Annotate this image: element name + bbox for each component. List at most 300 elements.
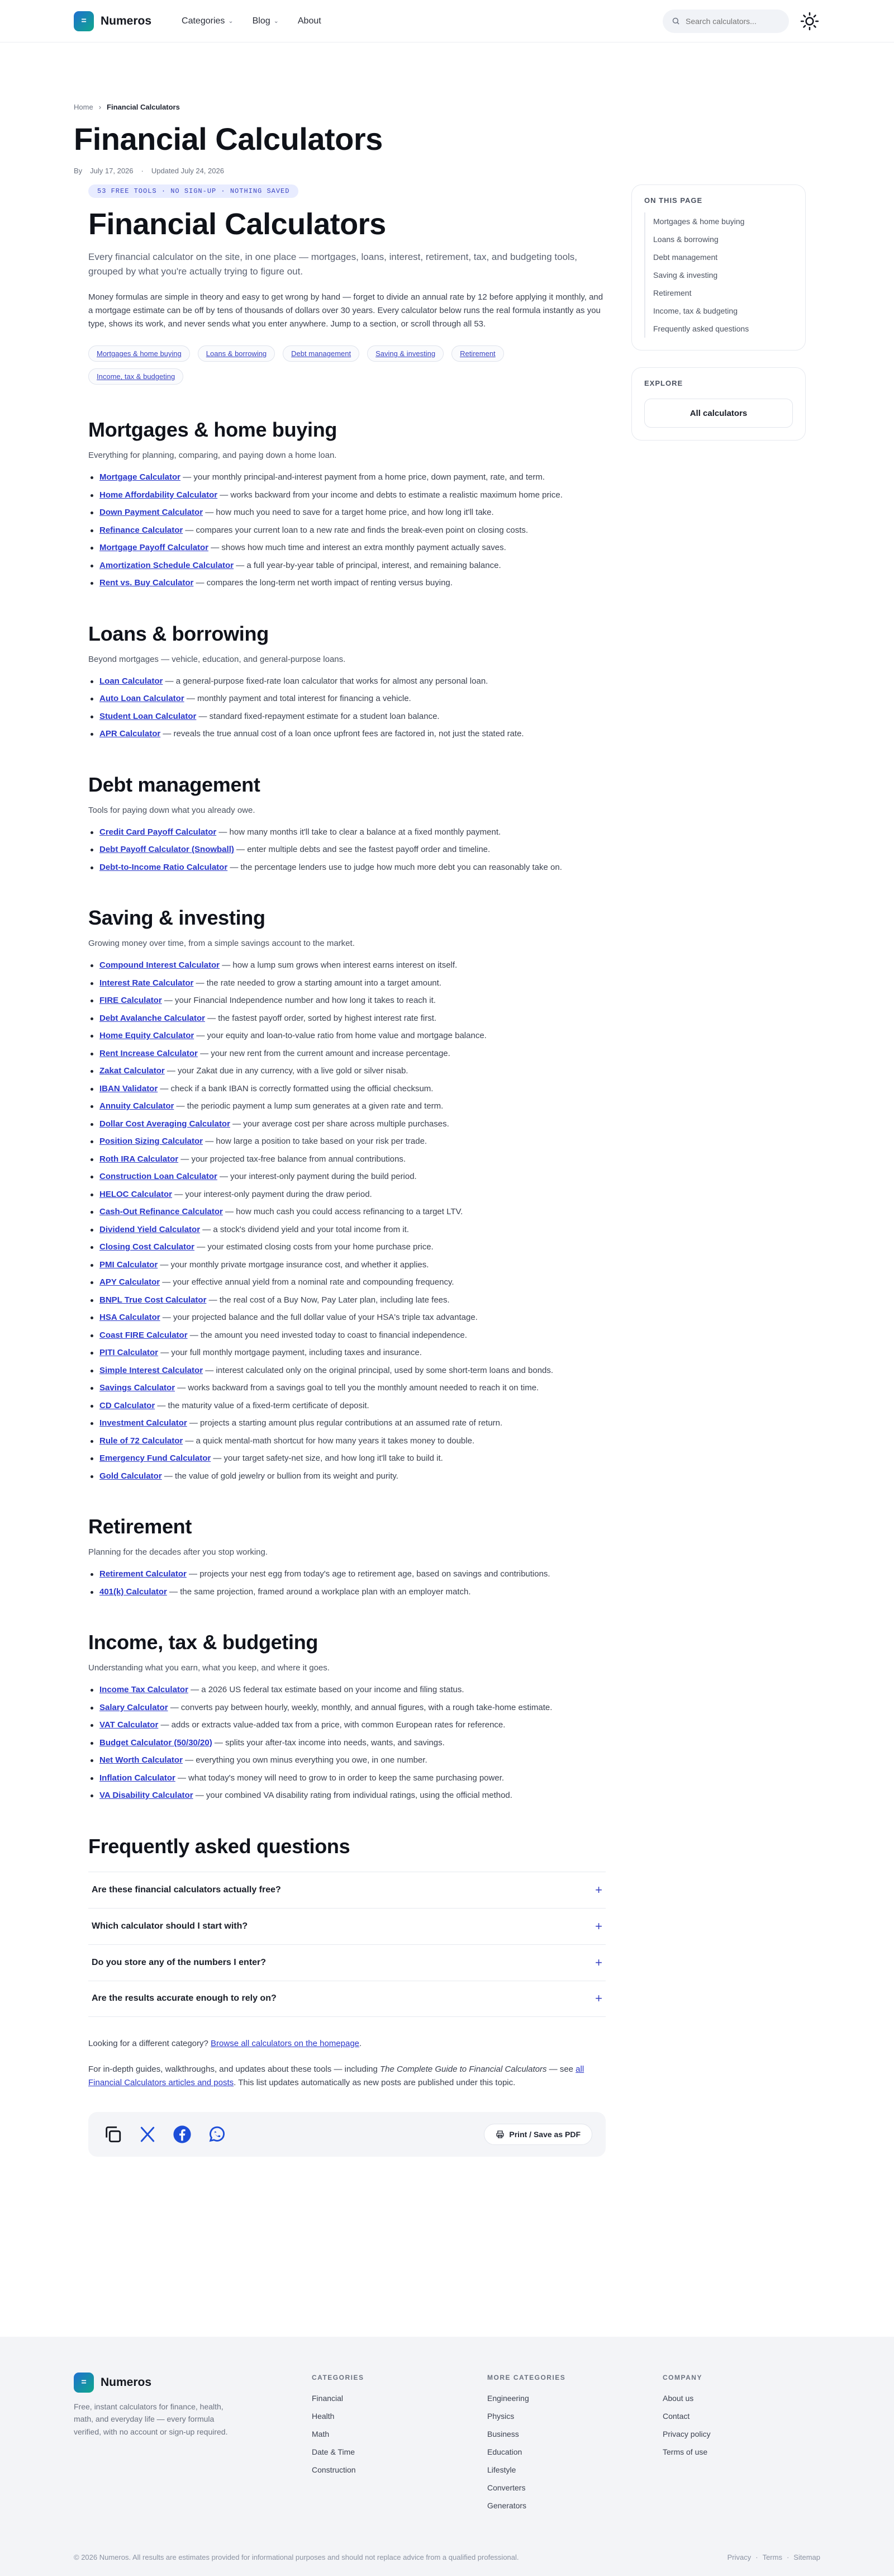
section-description: Tools for paying down what you already owe. [88,805,255,815]
closing-text: Looking for a different category? [88,2038,211,2048]
toc-item-faq[interactable]: Frequently asked questions [653,324,749,333]
calculator-link[interactable]: Closing Cost Calculator [99,1242,195,1252]
list-item [88,1452,606,1465]
calculator-description: — the same projection, framed around a workplace plan with an employer match. [167,1587,471,1597]
calculator-link[interactable]: Debt Avalanche Calculator [99,1013,205,1023]
chip-loans[interactable]: Loans & borrowing [198,345,275,362]
calculator-link[interactable]: Coast FIRE Calculator [99,1330,188,1340]
calculator-description: — check if a bank IBAN is correctly formatted using the official checksum. [158,1083,434,1093]
list-item [88,1224,606,1237]
calculator-description: — how many months it'll take to clear a balance at a fixed monthly payment. [216,827,501,837]
faq-title: Frequently asked questions [88,1834,350,1858]
copy-link-button[interactable] [102,2123,124,2146]
list-item [88,1083,606,1096]
search-input[interactable] [686,17,775,26]
footer-bottom [74,2553,820,2561]
calculator-link[interactable]: HSA Calculator [99,1313,160,1323]
list-item [88,826,606,839]
footer-column-title: CATEGORIES [312,2374,364,2381]
breadcrumb [74,103,180,111]
calculator-link[interactable]: Debt Payoff Calculator (Snowball) [99,845,234,855]
calculator-link[interactable]: Cash-Out Refinance Calculator [99,1207,223,1217]
toc-card [631,184,806,351]
tools-badge: 53 FREE TOOLS · NO SIGN-UP · NOTHING SAVED [88,184,298,198]
calculator-description: — the value of gold jewelry or bullion from its weight and purity. [161,1471,398,1481]
intro-lede: Every financial calculator on the site, in one place — mortgages, loans, interest, retirement, tax, and budgeting tools, grouped by what you're actually trying to figure out. [88,252,578,277]
calculator-description: — how a lump sum grows when interest earns interest on itself. [220,960,458,970]
calculator-description: — how much cash you could access refinancing to a target LTV. [222,1207,463,1217]
calculator-description: — the real cost of a Buy Now, Pay Later plan, including late fees. [206,1295,450,1305]
calculator-link[interactable]: Salary Calculator [99,1702,168,1712]
calculator-description: — your effective annual yield from a nominal rate and compounding frequency. [160,1277,454,1287]
calculator-link[interactable]: Home Equity Calculator [99,1031,194,1041]
list-item [88,1153,606,1166]
copyright: © 2026 Numeros. All results are estimates provided for informational purposes and should not replace advice from a qualified professional. [74,2553,519,2561]
list-item [88,861,606,874]
calculator-link[interactable]: HELOC Calculator [99,1189,173,1199]
calculator-description: — interest calculated only on the original principal, used by some short-term loans and bonds. [203,1365,554,1375]
calculator-list [88,1684,606,1802]
brand-logo: = [74,2373,94,2393]
calculator-link[interactable]: Rent Increase Calculator [99,1048,198,1058]
chip-income[interactable]: Income, tax & budgeting [88,368,183,385]
header-actions [663,10,820,33]
list-item [88,1789,606,1802]
calculator-link[interactable]: Mortgage Calculator [99,472,181,482]
footer-link[interactable]: Contact [663,2412,690,2421]
calculator-section [88,418,606,590]
chip-mortgages[interactable]: Mortgages & home buying [88,345,190,362]
calculator-description: — your Zakat due in any currency, with a live gold or silver nisab. [164,1066,408,1076]
x-logo-icon [139,2125,156,2143]
plus-icon: + [595,1882,602,1897]
faq-question: Which calculator should I start with? [92,1921,248,1931]
footer-column-more [487,2374,565,2519]
calculator-description: — reveals the true annual cost of a loan once upfront fees are factored in, not just the stated rate. [160,729,524,739]
faq-question: Are these financial calculators actually free? [92,1884,281,1895]
calculator-description: — your new rent from the current amount and increase percentage. [197,1048,450,1058]
calculator-link[interactable]: Net Worth Calculator [99,1755,183,1765]
calculator-description: — your Financial Independence number and how long it takes to reach it. [161,996,436,1006]
footer-link[interactable]: Physics [487,2412,515,2421]
faq-item[interactable] [88,1981,606,2017]
chip-retirement[interactable]: Retirement [451,345,504,362]
calculator-description: — a stock's dividend yield and your total income from it. [200,1224,409,1234]
calculator-link[interactable]: Simple Interest Calculator [99,1365,203,1375]
calculator-link[interactable]: VAT Calculator [99,1720,159,1730]
footer-column-categories [312,2374,364,2483]
calculator-description: — the fastest payoff order, sorted by highest interest rate first. [205,1013,437,1023]
toc-item-saving[interactable]: Saving & investing [653,271,718,280]
footer-link[interactable]: Construction [312,2465,356,2474]
legal-separator: · [755,2553,758,2561]
calculator-link[interactable]: Gold Calculator [99,1471,162,1481]
calculator-link[interactable]: Investment Calculator [99,1418,187,1428]
calculator-link[interactable]: Roth IRA Calculator [99,1154,179,1164]
section-title: Debt management [88,773,260,796]
calculator-link[interactable]: Zakat Calculator [99,1066,165,1076]
main-content [88,179,606,2157]
calculator-description: — adds or extracts value-added tax from a price, with common European rates for reference. [158,1720,506,1730]
calculator-description: — works backward from your income and debts to estimate a realistic maximum home price. [217,490,563,500]
footer-link[interactable]: About us [663,2394,694,2403]
calculator-section [88,1631,606,1802]
calculator-link[interactable]: FIRE Calculator [99,996,162,1006]
list-item [88,1347,606,1360]
list-item [88,1135,606,1148]
nav-label: Categories [182,16,225,26]
search-box[interactable] [663,10,789,33]
faq-item[interactable] [88,1944,606,1981]
nav-label: Blog [252,16,270,26]
chip-debt[interactable]: Debt management [283,345,359,362]
print-label: Print / Save as PDF [509,2129,581,2139]
list-item [88,1294,606,1307]
calculator-link[interactable]: Debt-to-Income Ratio Calculator [99,862,228,872]
faq-question: Do you store any of the numbers I enter? [92,1957,267,1967]
print-button[interactable] [484,2124,592,2145]
list-item [88,1435,606,1448]
printer-icon [496,2130,505,2139]
breadcrumb-separator: › [98,103,102,111]
plus-icon: + [595,1991,602,2006]
list-item [88,1048,606,1060]
calculator-description: — how large a position to take based on your risk per trade. [203,1137,427,1147]
list-item [88,844,606,856]
footer-column-company [663,2374,711,2465]
calculator-description: — enter multiple debts and see the fastest payoff order and timeline. [234,845,491,855]
calculator-link[interactable]: Savings Calculator [99,1383,175,1393]
section-title: Income, tax & budgeting [88,1631,318,1654]
homepage-link[interactable]: Browse all calculators on the homepage [211,2038,360,2048]
calculator-link[interactable]: BNPL True Cost Calculator [99,1295,207,1305]
footer-link[interactable]: Financial [312,2394,344,2403]
nav-label: About [297,16,321,26]
footer-link[interactable]: Math [312,2430,330,2438]
list-item [88,675,606,688]
calculator-link[interactable]: Mortgage Payoff Calculator [99,543,209,553]
footer-link[interactable]: Lifestyle [487,2465,516,2474]
section-description: Understanding what you earn, what you keep, and where it goes. [88,1663,330,1673]
plus-icon: + [595,1955,602,1969]
footer-link[interactable]: Health [312,2412,335,2421]
section-chips [88,345,524,385]
byline [74,167,224,175]
calculator-link[interactable]: Budget Calculator (50/30/20) [99,1737,212,1748]
brand-name: Numeros [101,14,152,27]
guide-title: The Complete Guide to Financial Calculators [380,2064,547,2074]
calculator-description: — your target safety-net size, and how long it'll take to build it. [211,1453,443,1464]
nav-blog[interactable] [253,16,279,26]
calculator-link[interactable]: Amortization Schedule Calculator [99,560,234,570]
list-item [88,560,606,572]
calculator-link[interactable]: Dividend Yield Calculator [99,1224,201,1234]
nav-categories[interactable] [182,16,234,26]
list-item [88,728,606,741]
breadcrumb-home[interactable]: Home [74,103,93,111]
faq-item[interactable] [88,1908,606,1944]
toc-item-mortgages[interactable]: Mortgages & home buying [653,217,745,226]
list-item [88,1754,606,1767]
toc-item-loans[interactable]: Loans & borrowing [653,235,719,244]
calculator-link[interactable]: Refinance Calculator [99,525,183,535]
calculator-link[interactable]: Loan Calculator [99,676,163,686]
closing-text: — see [546,2064,576,2074]
footer-link[interactable]: Generators [487,2501,527,2510]
list-item [88,1259,606,1272]
site-header [0,0,894,42]
calculator-link[interactable]: CD Calculator [99,1400,155,1410]
calculator-link[interactable]: APR Calculator [99,729,161,739]
intro-title: Financial Calculators [88,207,386,241]
list-item [88,977,606,990]
footer-link[interactable]: Engineering [487,2394,529,2403]
copy-icon [103,2125,122,2144]
list-item [88,1737,606,1750]
calculator-link[interactable]: PITI Calculator [99,1348,159,1358]
footer-column-title: MORE CATEGORIES [487,2374,566,2381]
calculator-section [88,1515,606,1598]
list-item [88,1772,606,1785]
theme-toggle-button[interactable] [799,11,820,32]
calculator-link[interactable]: Inflation Calculator [99,1773,175,1783]
calculator-description: — a full year-by-year table of principal, interest, and remaining balance. [234,560,501,570]
calculator-description: — the periodic payment a lump sum generates at a given rate and term. [174,1101,444,1111]
calculator-link[interactable]: Retirement Calculator [99,1569,187,1579]
calculator-description: — a general-purpose fixed-rate loan calculator that works for almost any personal loan. [163,676,488,686]
footer-link[interactable]: Terms of use [663,2447,708,2456]
calculator-description: — your combined VA disability rating from individual ratings, using the official method. [193,1791,512,1801]
list-item [88,506,606,519]
footer-link[interactable]: Converters [487,2483,526,2492]
calculator-description: — converts pay between hourly, weekly, monthly, and annual figures, with a rough take-home estimate. [168,1702,553,1712]
calculator-section [88,906,606,1483]
calculator-link[interactable]: Rent vs. Buy Calculator [99,578,194,588]
toc-list [644,212,793,338]
calculator-list [88,675,606,741]
calculator-link[interactable]: Home Affordability Calculator [99,490,218,500]
calculator-link[interactable]: 401(k) Calculator [99,1587,167,1597]
section-title: Saving & investing [88,906,265,930]
list-item [88,1118,606,1131]
list-item [88,1329,606,1342]
faq-section [88,1835,606,2017]
calculator-section [88,622,606,741]
calculator-description: — your projected balance and the full dollar value of your HSA's triple tax advantage. [160,1313,478,1323]
list-item [88,1012,606,1025]
footer-brand-link[interactable] [74,2373,151,2393]
calculator-description: — standard fixed-repayment estimate for a student loan balance. [196,711,440,721]
chevron-down-icon: ⌄ [228,18,234,25]
section-description: Growing money over time, from a simple savings account to the market. [88,939,355,949]
calculator-list [88,959,606,1483]
calculator-description: — your interest-only payment during the draw period. [172,1189,372,1199]
list-item [88,711,606,723]
list-item [88,1276,606,1289]
calculator-description: — a 2026 US federal tax estimate based on your income and filing status. [188,1685,464,1695]
calculator-description: — splits your after-tax income into needs, wants, and savings. [212,1737,445,1748]
list-item [88,489,606,502]
calculator-link[interactable]: IBAN Validator [99,1083,158,1093]
calculator-description: — your equity and loan-to-value ratio from home value and mortgage balance. [194,1031,487,1041]
calculator-description: — your estimated closing costs from your home purchase price. [194,1242,434,1252]
footer-legal [727,2553,820,2561]
share-x-button[interactable] [136,2123,159,2146]
breadcrumb-current: Financial Calculators [107,103,180,111]
section-description: Everything for planning, comparing, and paying down a home loan. [88,451,337,461]
calculator-link[interactable]: Credit Card Payoff Calculator [99,827,217,837]
list-item [88,524,606,537]
brand-link[interactable] [74,11,151,31]
calculator-list [88,471,606,590]
share-bar [88,2112,606,2157]
list-item [88,1382,606,1395]
calculator-link[interactable]: Income Tax Calculator [99,1685,188,1695]
list-item [88,1684,606,1697]
section-title: Retirement [88,1515,192,1538]
calculator-link[interactable]: Construction Loan Calculator [99,1172,217,1182]
list-item [88,471,606,484]
calculator-description: — the amount you need invested today to coast to financial independence. [187,1330,467,1340]
explore-label: EXPLORE [644,379,683,387]
calculator-description: — works backward from a savings goal to tell you the monthly amount needed to reach it on time. [175,1383,539,1393]
sitemap-link[interactable]: Sitemap [793,2553,820,2561]
calculator-section [88,773,606,874]
calculator-link[interactable]: Dollar Cost Averaging Calculator [99,1119,230,1129]
closing-guides [88,2063,606,2090]
footer-link[interactable]: Business [487,2430,519,2438]
faq-question: Are the results accurate enough to rely on? [92,1993,277,2004]
closing-text: . This list updates automatically as new posts are published under this topic. [234,2077,516,2087]
list-item [88,1470,606,1483]
calculator-description: — compares your current loan to a new rate and finds the break-even point on closing costs. [183,525,529,535]
list-item [88,1241,606,1254]
search-icon [672,17,680,25]
calculator-description: — the percentage lenders use to judge how much more debt you can reasonably take on. [227,862,562,872]
calculator-link[interactable]: Interest Rate Calculator [99,978,194,988]
list-item [88,959,606,972]
calculator-description: — what today's money will need to grow to in order to keep the same purchasing power. [175,1773,505,1783]
brand-logo: = [74,11,94,31]
share-facebook-button[interactable] [171,2123,193,2146]
calculator-link[interactable]: Position Sizing Calculator [99,1137,203,1147]
toc-item-debt[interactable]: Debt management [653,253,718,262]
footer-link[interactable]: Date & Time [312,2447,355,2456]
list-item [88,1030,606,1043]
calculator-link[interactable]: PMI Calculator [99,1259,158,1270]
calculator-description: — your average cost per share across multiple purchases. [230,1119,449,1129]
calculator-description: — projects a starting amount plus regular contributions at an assumed rate of return. [187,1418,503,1428]
calculator-description: — projects your nest egg from today's age to retirement age, based on savings and contributions. [186,1569,550,1579]
plus-icon: + [595,1919,602,1933]
calculator-list [88,1568,606,1598]
calculator-link[interactable]: VA Disability Calculator [99,1791,193,1801]
facebook-icon [173,2125,192,2144]
calculator-link[interactable]: Rule of 72 Calculator [99,1436,183,1446]
all-calculators-button[interactable]: All calculators [644,399,793,428]
privacy-link[interactable]: Privacy [727,2553,752,2561]
calculator-description: — your monthly principal-and-interest payment from a home price, down payment, rate, and term. [180,472,545,482]
terms-link[interactable]: Terms [762,2553,782,2561]
byline-by: By [74,167,83,175]
footer-brand-name: Numeros [101,2376,152,2389]
list-item [88,1188,606,1201]
whatsapp-icon [207,2125,226,2144]
calculator-description: — your projected tax-free balance from annual contributions. [178,1154,406,1164]
toc-item-retirement[interactable]: Retirement [653,288,692,297]
closing-browse [88,2037,606,2051]
list-item [88,1719,606,1732]
explore-card [631,367,806,441]
chip-saving[interactable]: Saving & investing [367,345,444,362]
calculator-description: — monthly payment and total interest for financing a vehicle. [184,694,411,704]
list-item [88,1311,606,1324]
list-item [88,542,606,555]
calculator-link[interactable]: Student Loan Calculator [99,711,197,721]
calculator-description: — compares the long-term net worth impact of renting versus buying. [193,578,453,588]
list-item [88,1400,606,1413]
site-footer [0,2337,894,2576]
closing-text: For in-depth guides, walkthroughs, and updates about these tools — including [88,2064,380,2074]
intro-text: Money formulas are simple in theory and easy to get wrong by hand — forget to divide an annual rate by 12 before applying it monthly, and a mortgage estimate can be off by tens of thousands of dollars over 30 years. Every calculator below runs the real formula instantly as you type, shows its work, and never sends what you enter anywhere. Jump to a section, or scroll through all 53. [88,292,603,329]
calculator-link[interactable]: Compound Interest Calculator [99,960,220,970]
calculator-link[interactable]: Auto Loan Calculator [99,694,184,704]
nav-about[interactable] [298,16,321,26]
list-item [88,1065,606,1078]
footer-column-title: COMPANY [663,2374,702,2381]
calculator-description: — everything you own minus everything you owe, in one number. [182,1755,427,1765]
calculator-link[interactable]: Down Payment Calculator [99,508,203,518]
calculator-description: — your interest-only payment during the build period. [217,1172,417,1182]
calculator-link[interactable]: Annuity Calculator [99,1101,174,1111]
calculator-link[interactable]: APY Calculator [99,1277,160,1287]
section-title: Loans & borrowing [88,622,269,645]
calculator-description: — the maturity value of a fixed-term certificate of deposit. [155,1400,369,1410]
updated-date: Updated July 24, 2026 [151,167,224,175]
section-description: Planning for the decades after you stop working. [88,1547,268,1557]
list-item [88,1206,606,1219]
faq-list [88,1872,606,2017]
calculator-link[interactable]: Emergency Fund Calculator [99,1453,211,1464]
closing-text: . [359,2038,362,2048]
section-title: Mortgages & home buying [88,418,337,442]
footer-link[interactable]: Privacy policy [663,2430,711,2438]
calculator-description: — your monthly private mortgage insurance cost, and whether it applies. [158,1259,429,1270]
footer-link[interactable]: Education [487,2447,522,2456]
calculator-description: — shows how much time and interest an extra monthly payment actually saves. [208,543,506,553]
main-nav [182,16,321,26]
calculator-description: — your full monthly mortgage payment, including taxes and insurance. [158,1348,422,1358]
byline-dot: · [141,167,144,175]
calculator-description: — how much you need to save for a target home price, and how long it'll take. [203,508,494,518]
articles-link[interactable]: all Financial Calculators articles and posts [88,2064,584,2087]
chevron-down-icon: ⌄ [273,18,279,25]
calculator-description: — the rate needed to grow a starting amount into a target amount. [193,978,441,988]
list-item [88,1365,606,1377]
toc-label: ON THIS PAGE [644,196,703,205]
faq-item[interactable] [88,1872,606,1908]
section-description: Beyond mortgages — vehicle, education, and general-purpose loans. [88,654,346,664]
toc-item-income[interactable]: Income, tax & budgeting [653,306,738,315]
legal-separator: · [786,2553,790,2561]
sidebar [631,184,806,441]
list-item [88,1586,606,1599]
share-whatsapp-button[interactable] [206,2123,228,2146]
list-item [88,995,606,1007]
list-item [88,1417,606,1430]
published-date: July 17, 2026 [90,167,134,175]
footer-description: Free, instant calculators for finance, health, math, and everyday life — every formula verified, with no account or sign-up required. [74,2402,228,2436]
